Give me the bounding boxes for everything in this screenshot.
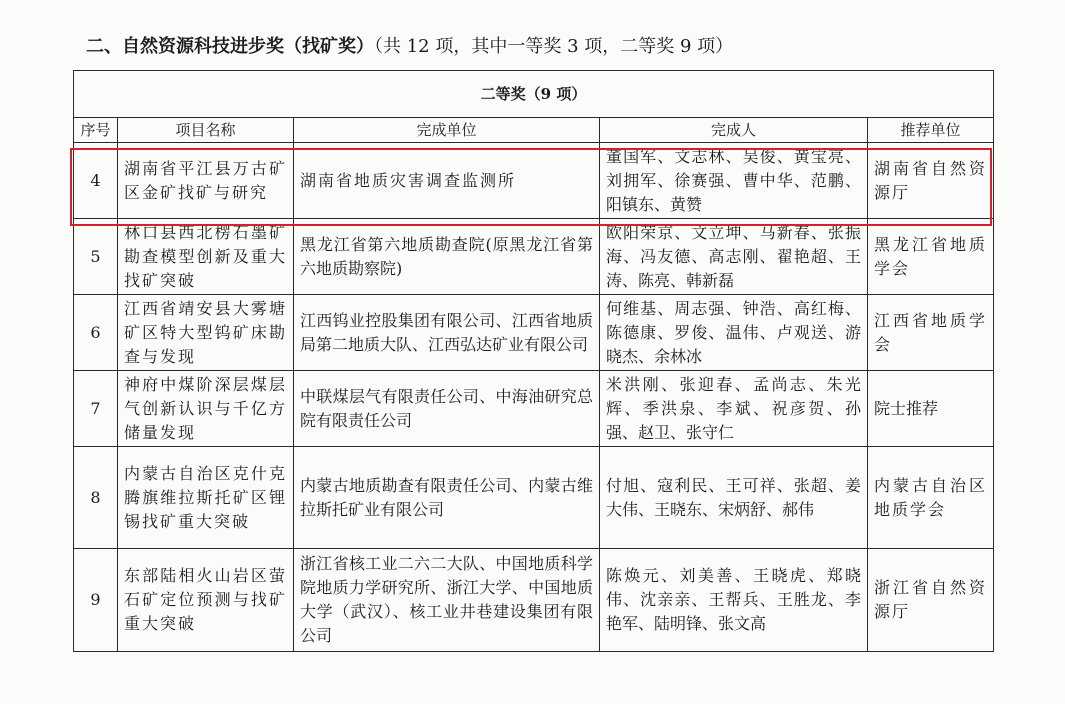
award-table: [73, 70, 994, 652]
row-recommender: 内蒙古自治区地质学会: [868, 447, 994, 549]
row-recommender: 湖南省自然资源厅: [868, 143, 994, 219]
row-units: 中联煤层气有限责任公司、中海油研究总院有限责任公司: [294, 371, 600, 447]
section-heading: [86, 34, 1046, 60]
row-people: 陈焕元、刘美善、王晓虎、郑晓伟、沈亲亲、王帮兵、王胜龙、李艳军、陆明锋、张文高: [600, 549, 868, 652]
row-people: 米洪刚、张迎春、孟尚志、朱光辉、季洪泉、李斌、祝彦贺、孙强、赵卫、张守仁: [600, 371, 868, 447]
header-people: 完成人: [600, 118, 868, 143]
header-no: 序号: [74, 118, 118, 143]
row-project: 东部陆相火山岩区萤石矿定位预测与找矿重大突破: [118, 549, 294, 652]
row-units: 黑龙江省第六地质勘查院(原黑龙江省第六地质勘察院): [294, 219, 600, 295]
row-units: 内蒙古地质勘查有限责任公司、内蒙古维拉斯托矿业有限公司: [294, 447, 600, 549]
header-project: 项目名称: [118, 118, 294, 143]
table-row: [74, 295, 994, 371]
row-recommender: 院士推荐: [868, 371, 994, 447]
row-no: 6: [74, 295, 118, 371]
row-people: 付旭、寇利民、王可祥、张超、姜大伟、王晓东、宋炳舒、郝伟: [600, 447, 868, 549]
row-project: 湖南省平江县万古矿区金矿找矿与研究: [118, 143, 294, 219]
table-row: [74, 447, 994, 549]
row-no: 4: [74, 143, 118, 219]
row-recommender: 黑龙江省地质学会: [868, 219, 994, 295]
row-units: 江西钨业控股集团有限公司、江西省地质局第二地质大队、江西弘达矿业有限公司: [294, 295, 600, 371]
row-no: 7: [74, 371, 118, 447]
table-row: [74, 219, 994, 295]
header-recommender: 推荐单位: [868, 118, 994, 143]
row-no: 9: [74, 549, 118, 652]
row-units: 湖南省地质灾害调查监测所: [294, 143, 600, 219]
header-row: [74, 118, 994, 143]
row-people: 何维基、周志强、钟浩、高红梅、陈德康、罗俊、温伟、卢观送、游晓杰、余林冰: [600, 295, 868, 371]
table-caption: 二等奖（9 项）: [74, 71, 994, 118]
section-count: （共 12 项，其中一等奖 3 项，二等奖 9 项）: [374, 36, 734, 57]
row-no: 5: [74, 219, 118, 295]
section-title: 二、自然资源科技进步奖（找矿奖）: [86, 36, 374, 57]
table-row: [74, 549, 994, 652]
row-project: 内蒙古自治区克什克腾旗维拉斯托矿区锂锡找矿重大突破: [118, 447, 294, 549]
table-row: [74, 371, 994, 447]
table-row: [74, 143, 994, 219]
row-project: 林口县西北楞石墨矿勘查模型创新及重大找矿突破: [118, 219, 294, 295]
row-recommender: 浙江省自然资源厅: [868, 549, 994, 652]
header-units: 完成单位: [294, 118, 600, 143]
row-project: 江西省靖安县大雾塘矿区特大型钨矿床勘查与发现: [118, 295, 294, 371]
row-no: 8: [74, 447, 118, 549]
row-units: 浙江省核工业二六二大队、中国地质科学院地质力学研究所、浙江大学、中国地质大学（武汉）、核工业井巷建设集团有限公司: [294, 549, 600, 652]
caption-row: [74, 71, 994, 118]
row-people: 欧阳荣京、文立坤、马新春、张振海、冯友德、高志刚、翟艳超、王涛、陈亮、韩新磊: [600, 219, 868, 295]
row-recommender: 江西省地质学会: [868, 295, 994, 371]
row-people: 董国军、文志林、吴俊、黄宝亮、刘拥军、徐赛强、曹中华、范鹏、阳镇东、黄赞: [600, 143, 868, 219]
row-project: 神府中煤阶深层煤层气创新认识与千亿方储量发现: [118, 371, 294, 447]
